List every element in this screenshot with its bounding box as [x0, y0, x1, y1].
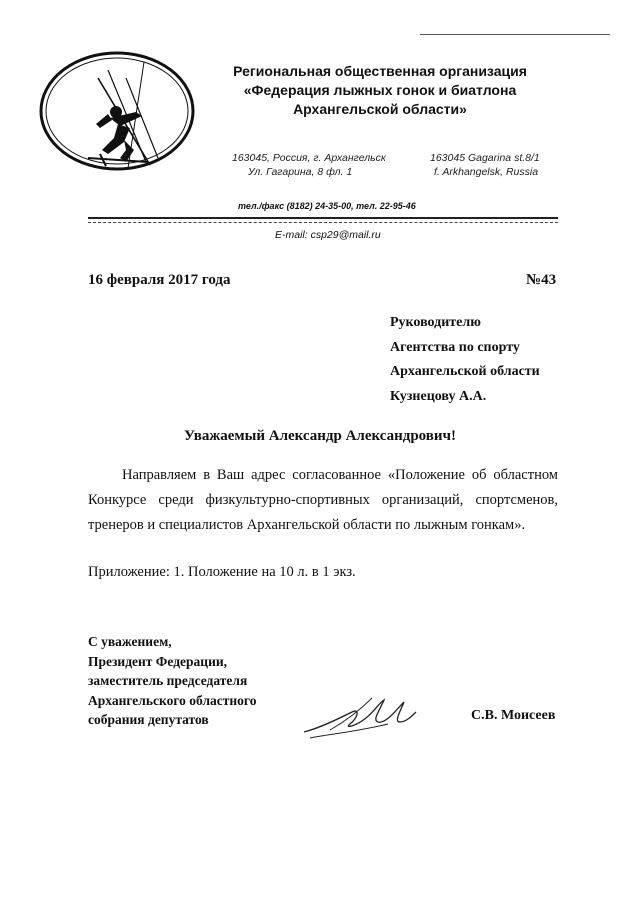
closing-line: С уважением,: [88, 634, 172, 649]
org-name-line: «Федерация лыжных гонок и биатлона: [243, 82, 517, 98]
salutation: Уважаемый Александр Александрович!: [184, 428, 456, 444]
handwritten-signature: [300, 688, 420, 743]
signer-name: С.В. Моисеев: [471, 708, 556, 723]
closing-line: собрания депутатов: [88, 712, 209, 727]
address-ru-line: Ул. Гагарина, 8 фл. 1: [248, 166, 353, 178]
closing-line: Архангельского областного: [88, 692, 257, 708]
header-divider-dashed: [88, 222, 558, 223]
letter-body: Направляем в Ваш адрес согласованное «Положение об областном Конкурсе среди физкультурно-спортивных организаций, спортсменов, тренеров и специалистов Архангельской области по лыжным гонкам».: [88, 467, 558, 533]
email-address: E-mail: csp29@mail.ru: [275, 229, 381, 241]
recipient-line: Агентства по спорту: [390, 339, 520, 355]
recipient-line: Кузнецову А.А.: [390, 388, 487, 404]
org-name-line: Архангельской области»: [293, 101, 467, 117]
header-divider: [88, 217, 558, 219]
closing-block: [88, 632, 308, 730]
closing-line: Президент Федерации,: [88, 653, 228, 669]
recipient-block: [390, 311, 610, 409]
address-ru-line: 163045, Россия, г. Архангельск: [232, 152, 386, 164]
biathlon-logo-icon: [38, 50, 198, 172]
recipient-line: Архангельской области: [390, 364, 540, 379]
address-en-line: 163045 Gagarina st.8/1: [430, 152, 540, 164]
address-russian: [232, 151, 402, 179]
phone-fax: тел./факс (8182) 24-35-00, тел. 22-95-46: [238, 201, 416, 211]
letter-date: 16 февраля 2017 года: [88, 272, 231, 288]
address-en-line: f. Arkhangelsk, Russia: [434, 166, 539, 178]
address-english: [430, 151, 590, 179]
organization-name: [200, 62, 560, 119]
recipient-line: Руководителю: [390, 315, 481, 330]
org-name-line: Региональная общественная организация: [233, 63, 527, 79]
attachment-note: Приложение: 1. Положение на 10 л. в 1 экз.: [88, 564, 356, 580]
closing-line: заместитель председателя: [88, 673, 248, 688]
letter-number: №43: [526, 272, 557, 288]
top-corner-line: [420, 34, 610, 35]
